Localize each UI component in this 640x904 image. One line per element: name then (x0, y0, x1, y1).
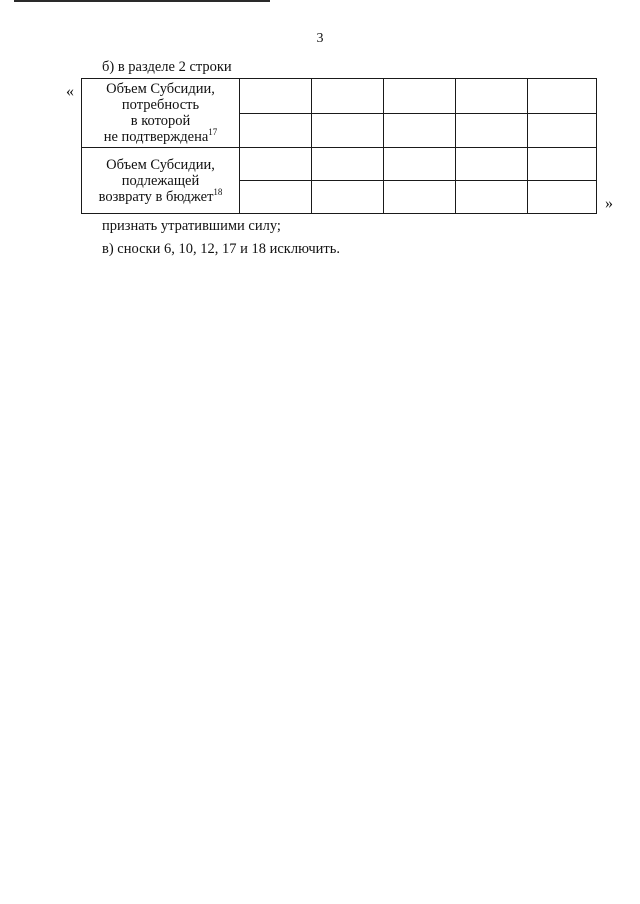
table-cell (528, 79, 597, 114)
label-line (82, 129, 239, 145)
label-line-text: не подтверждена (103, 129, 209, 145)
page-number: 3 (316, 31, 324, 46)
table-cell (240, 148, 312, 181)
table-cell (384, 148, 456, 181)
table-cell (312, 148, 384, 181)
table-cell (528, 181, 597, 214)
table-cell (240, 79, 312, 114)
table-cell (528, 148, 597, 181)
table-cell (528, 113, 597, 148)
label-line: потребность (121, 97, 200, 113)
label-line: в которой (130, 113, 191, 129)
label-line-text: возврату в бюджет (98, 188, 214, 205)
subsidy-table (81, 78, 597, 214)
table-row (82, 148, 597, 181)
paragraph-c-footnotes: в) сноски 6, 10, 12, 17 и 18 исключить. (102, 241, 340, 257)
row-label-to-return (82, 148, 240, 214)
table-cell (456, 79, 528, 114)
footnote-ref: 18 (213, 186, 223, 197)
opening-quote-mark: « (66, 83, 74, 100)
table-row (82, 79, 597, 114)
table-cell (312, 79, 384, 114)
table-cell (312, 181, 384, 214)
label-line: подлежащей (121, 172, 200, 189)
table-cell (384, 113, 456, 148)
footnote-ref: 17 (208, 127, 218, 137)
label-line: Объем Субсидии, (106, 81, 215, 97)
paragraph-b-intro: б) в разделе 2 строки (102, 59, 232, 75)
table-cell (384, 79, 456, 114)
scan-artifact-line (14, 0, 270, 2)
repeal-line: признать утратившими силу; (102, 218, 281, 234)
table-cell (456, 148, 528, 181)
row-label-unconfirmed (82, 79, 240, 148)
table-cell (312, 113, 384, 148)
label-line (82, 186, 239, 205)
label-line: Объем Субсидии, (106, 156, 215, 173)
table-cell (456, 181, 528, 214)
table-cell (456, 113, 528, 148)
table-cell (240, 181, 312, 214)
table-cell (240, 113, 312, 148)
closing-quote-mark: » (605, 195, 613, 212)
table-cell (384, 181, 456, 214)
